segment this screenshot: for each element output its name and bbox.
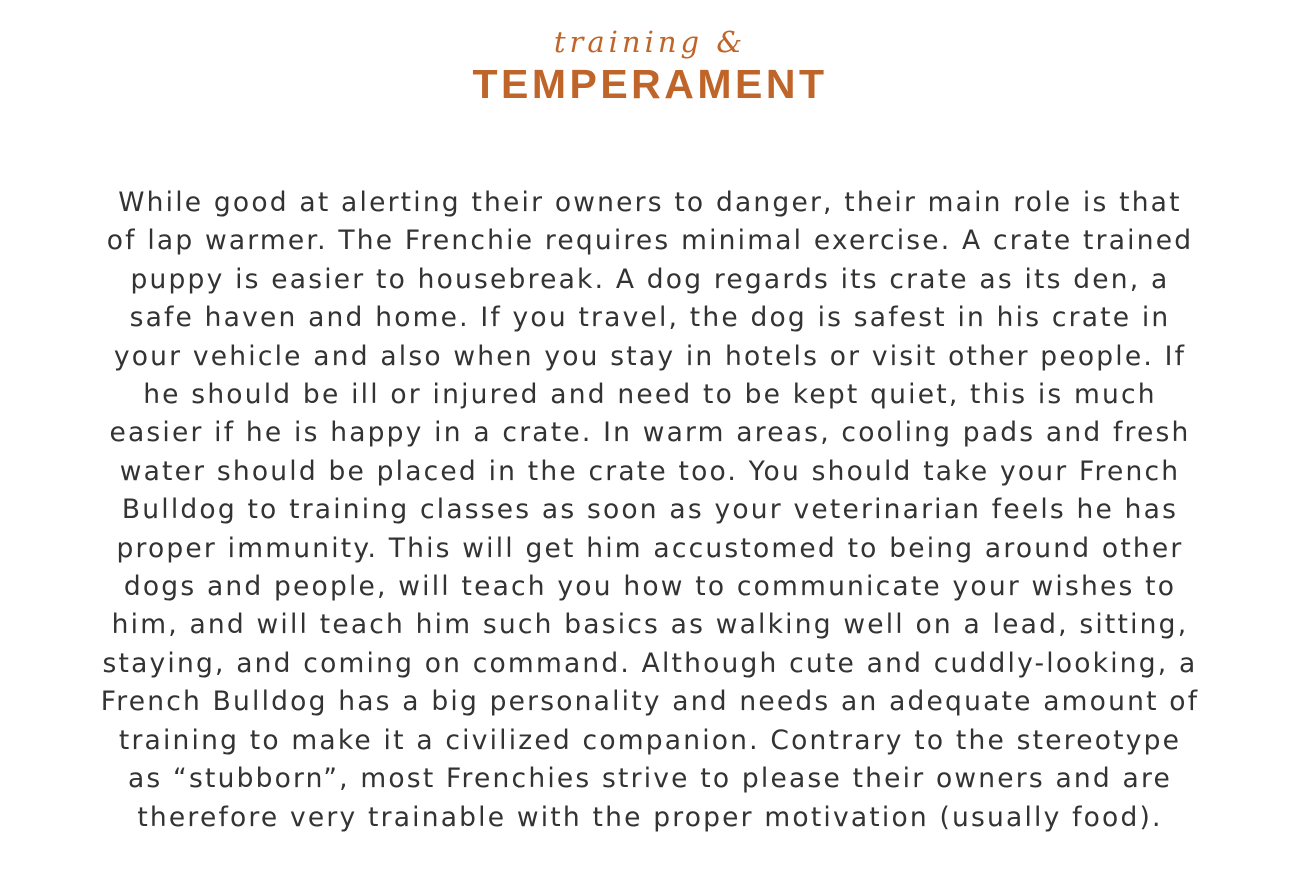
paragraph-line: he should be ill or injured and need to be kept quiet, this is much (143, 379, 1157, 411)
paragraph-line: as “stubborn”, most Frenchies strive to please their owners and are (127, 763, 1172, 795)
paragraph-line: While good at alerting their owners to danger, their main role is that (118, 187, 1182, 218)
paragraph-line: him, and will teach him such basics as walking well on a lead, sitting, (111, 609, 1189, 641)
paragraph-line: proper immunity. This will get him accustomed to being around other (116, 532, 1184, 564)
paragraph-line: staying, and coming on command. Although cute and cuddly-looking, a (102, 647, 1198, 679)
paragraph-line: safe haven and home. If you travel, the dog is safest in his crate in (129, 302, 1171, 334)
temperament-paragraph (60, 184, 1240, 837)
section-subtitle: training & (553, 25, 747, 59)
paragraph-line: water should be placed in the crate too. You should take your French (119, 455, 1181, 487)
paragraph-line: of lap warmer. The Frenchie requires minimal exercise. A crate trained (106, 225, 1194, 257)
paragraph-line: easier if he is happy in a crate. In warm areas, cooling pads and fresh (109, 417, 1191, 449)
section-title: TEMPERAMENT (472, 61, 828, 107)
paragraph-line: Bulldog to training classes as soon as your veterinarian feels he has (121, 494, 1179, 526)
paragraph-line: your vehicle and also when you stay in hotels or visit other people. If (113, 340, 1187, 372)
paragraph-line: puppy is easier to housebreak. A dog regards its crate as its den, a (130, 263, 1170, 295)
paragraph-line: French Bulldog has a big personality and needs an adequate amount of (100, 686, 1200, 718)
paragraph-line: training to make it a civilized companion. Contrary to the stereotype (118, 724, 1182, 756)
paragraph-line: dogs and people, will teach you how to communicate your wishes to (123, 571, 1177, 603)
paragraph-line: therefore very trainable with the proper motivation (usually food). (137, 801, 1163, 833)
section-heading (0, 24, 1300, 108)
